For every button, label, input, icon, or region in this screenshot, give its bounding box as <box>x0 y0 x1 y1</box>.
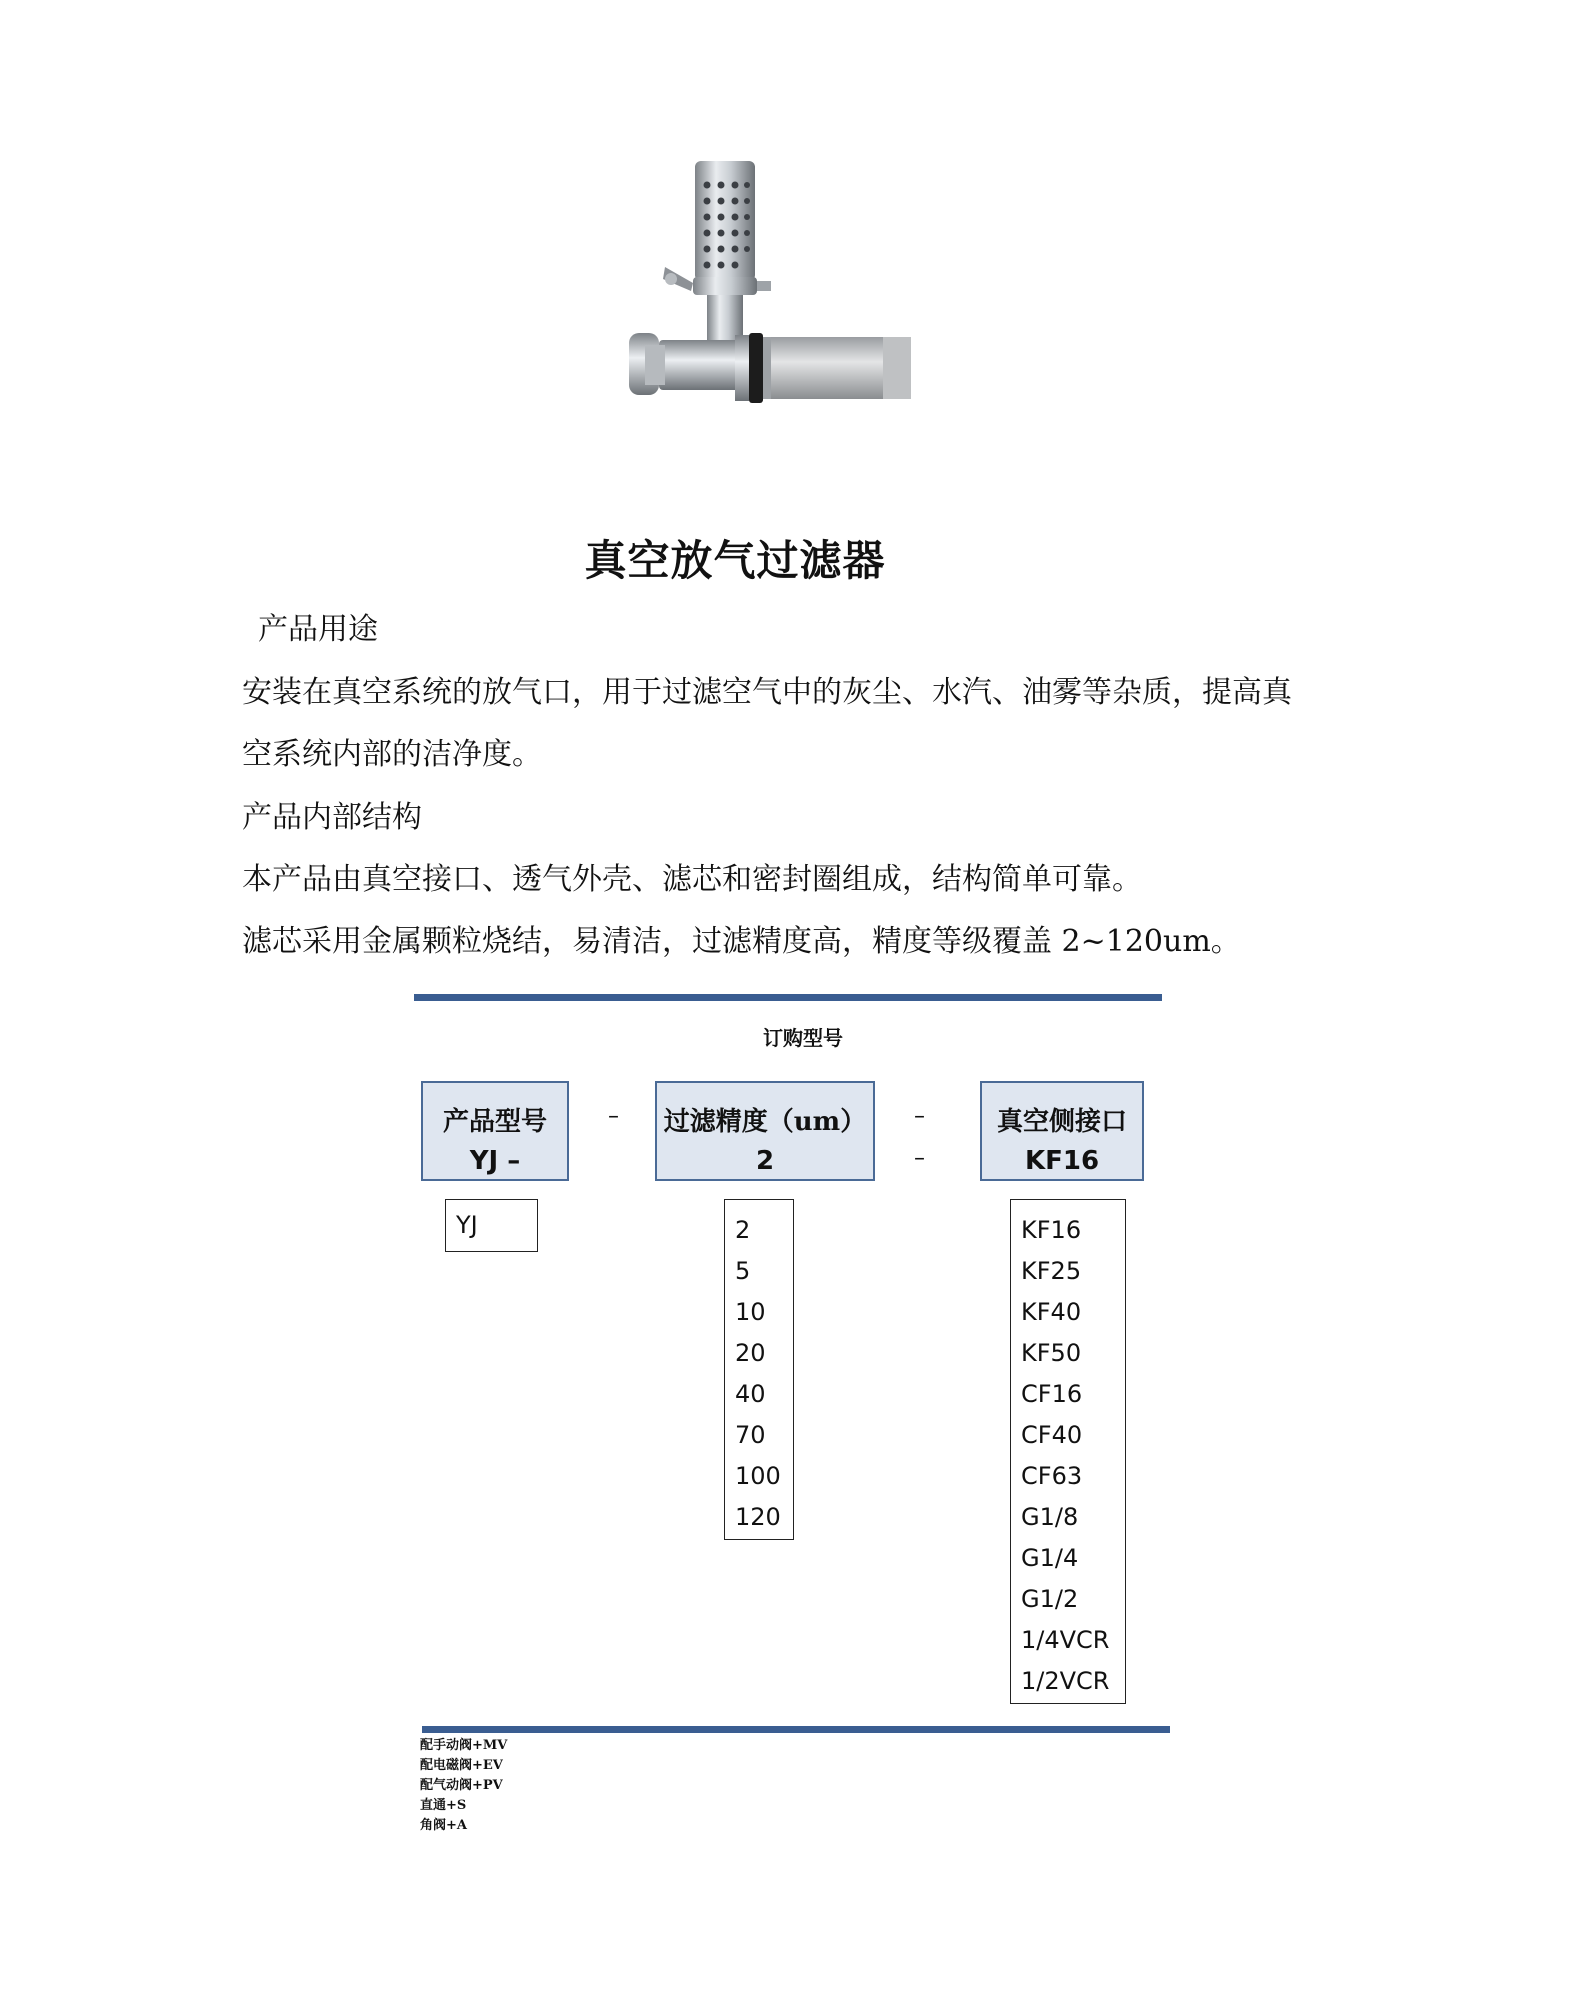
structure-heading: 产品内部结构 <box>242 800 422 835</box>
header-box-precision <box>655 1081 875 1181</box>
ordering-title: 订购型号 <box>763 1026 843 1050</box>
separator-dash: – <box>914 1104 925 1129</box>
list-item: 40 <box>735 1380 766 1408</box>
list-item: KF40 <box>1021 1298 1082 1326</box>
header-precision-label: 过滤精度（um） <box>663 1107 867 1137</box>
note-item: 角阀+A <box>420 1818 467 1833</box>
list-item: 100 <box>735 1462 781 1490</box>
bottom-divider <box>422 1726 1170 1733</box>
list-item: 5 <box>735 1257 751 1285</box>
header-box-model <box>421 1081 569 1181</box>
list-item: CF16 <box>1021 1380 1083 1408</box>
separator-dash: – <box>608 1104 619 1129</box>
list-item: CF63 <box>1021 1462 1083 1490</box>
list-item: 10 <box>735 1298 766 1326</box>
list-item: 70 <box>735 1421 766 1449</box>
structure-text-line-2: 滤芯采用金属颗粒烧结，易清洁，过滤精度高，精度等级覆盖 2~120um。 <box>242 924 1241 959</box>
list-item: G1/8 <box>1021 1503 1079 1531</box>
list-item: G1/4 <box>1021 1544 1079 1572</box>
list-item: G1/2 <box>1021 1585 1079 1613</box>
list-item: 20 <box>735 1339 766 1367</box>
list-item: CF40 <box>1021 1421 1083 1449</box>
header-port-label: 真空侧接口 <box>996 1107 1127 1137</box>
list-item: YJ <box>456 1211 478 1239</box>
list-item: 120 <box>735 1503 781 1531</box>
header-box-port <box>980 1081 1144 1181</box>
note-item: 配手动阀+MV <box>420 1738 508 1753</box>
list-item: KF25 <box>1021 1257 1082 1285</box>
usage-text-line-2: 空系统内部的洁净度。 <box>242 737 542 772</box>
model-options-list <box>445 1199 538 1252</box>
list-item: 2 <box>735 1216 751 1244</box>
list-item: KF50 <box>1021 1339 1082 1367</box>
note-item: 配电磁阀+EV <box>420 1758 503 1773</box>
header-port-value: KF16 <box>1024 1146 1100 1176</box>
precision-options-list <box>724 1199 794 1540</box>
usage-heading: 产品用途 <box>258 612 378 647</box>
product-photo <box>615 155 925 435</box>
note-item: 直通+S <box>420 1798 467 1813</box>
port-options-list <box>1010 1199 1126 1704</box>
header-precision-value: 2 <box>755 1146 775 1176</box>
list-item: 1/2VCR <box>1021 1667 1110 1695</box>
usage-text-line-1: 安装在真空系统的放气口，用于过滤空气中的灰尘、水汽、油雾等杂质，提高真 <box>242 675 1292 710</box>
list-item: 1/4VCR <box>1021 1626 1110 1654</box>
page-title: 真空放气过滤器 <box>584 536 886 585</box>
list-item: KF16 <box>1021 1216 1082 1244</box>
note-item: 配气动阀+PV <box>420 1778 503 1793</box>
top-divider <box>414 994 1162 1001</box>
structure-text-line-1: 本产品由真空接口、透气外壳、滤芯和密封圈组成，结构简单可靠。 <box>242 862 1142 897</box>
header-model-label: 产品型号 <box>442 1107 547 1137</box>
option-notes <box>420 1736 507 1836</box>
separator-dash: – <box>914 1146 925 1171</box>
header-model-value: YJ – <box>469 1146 521 1176</box>
